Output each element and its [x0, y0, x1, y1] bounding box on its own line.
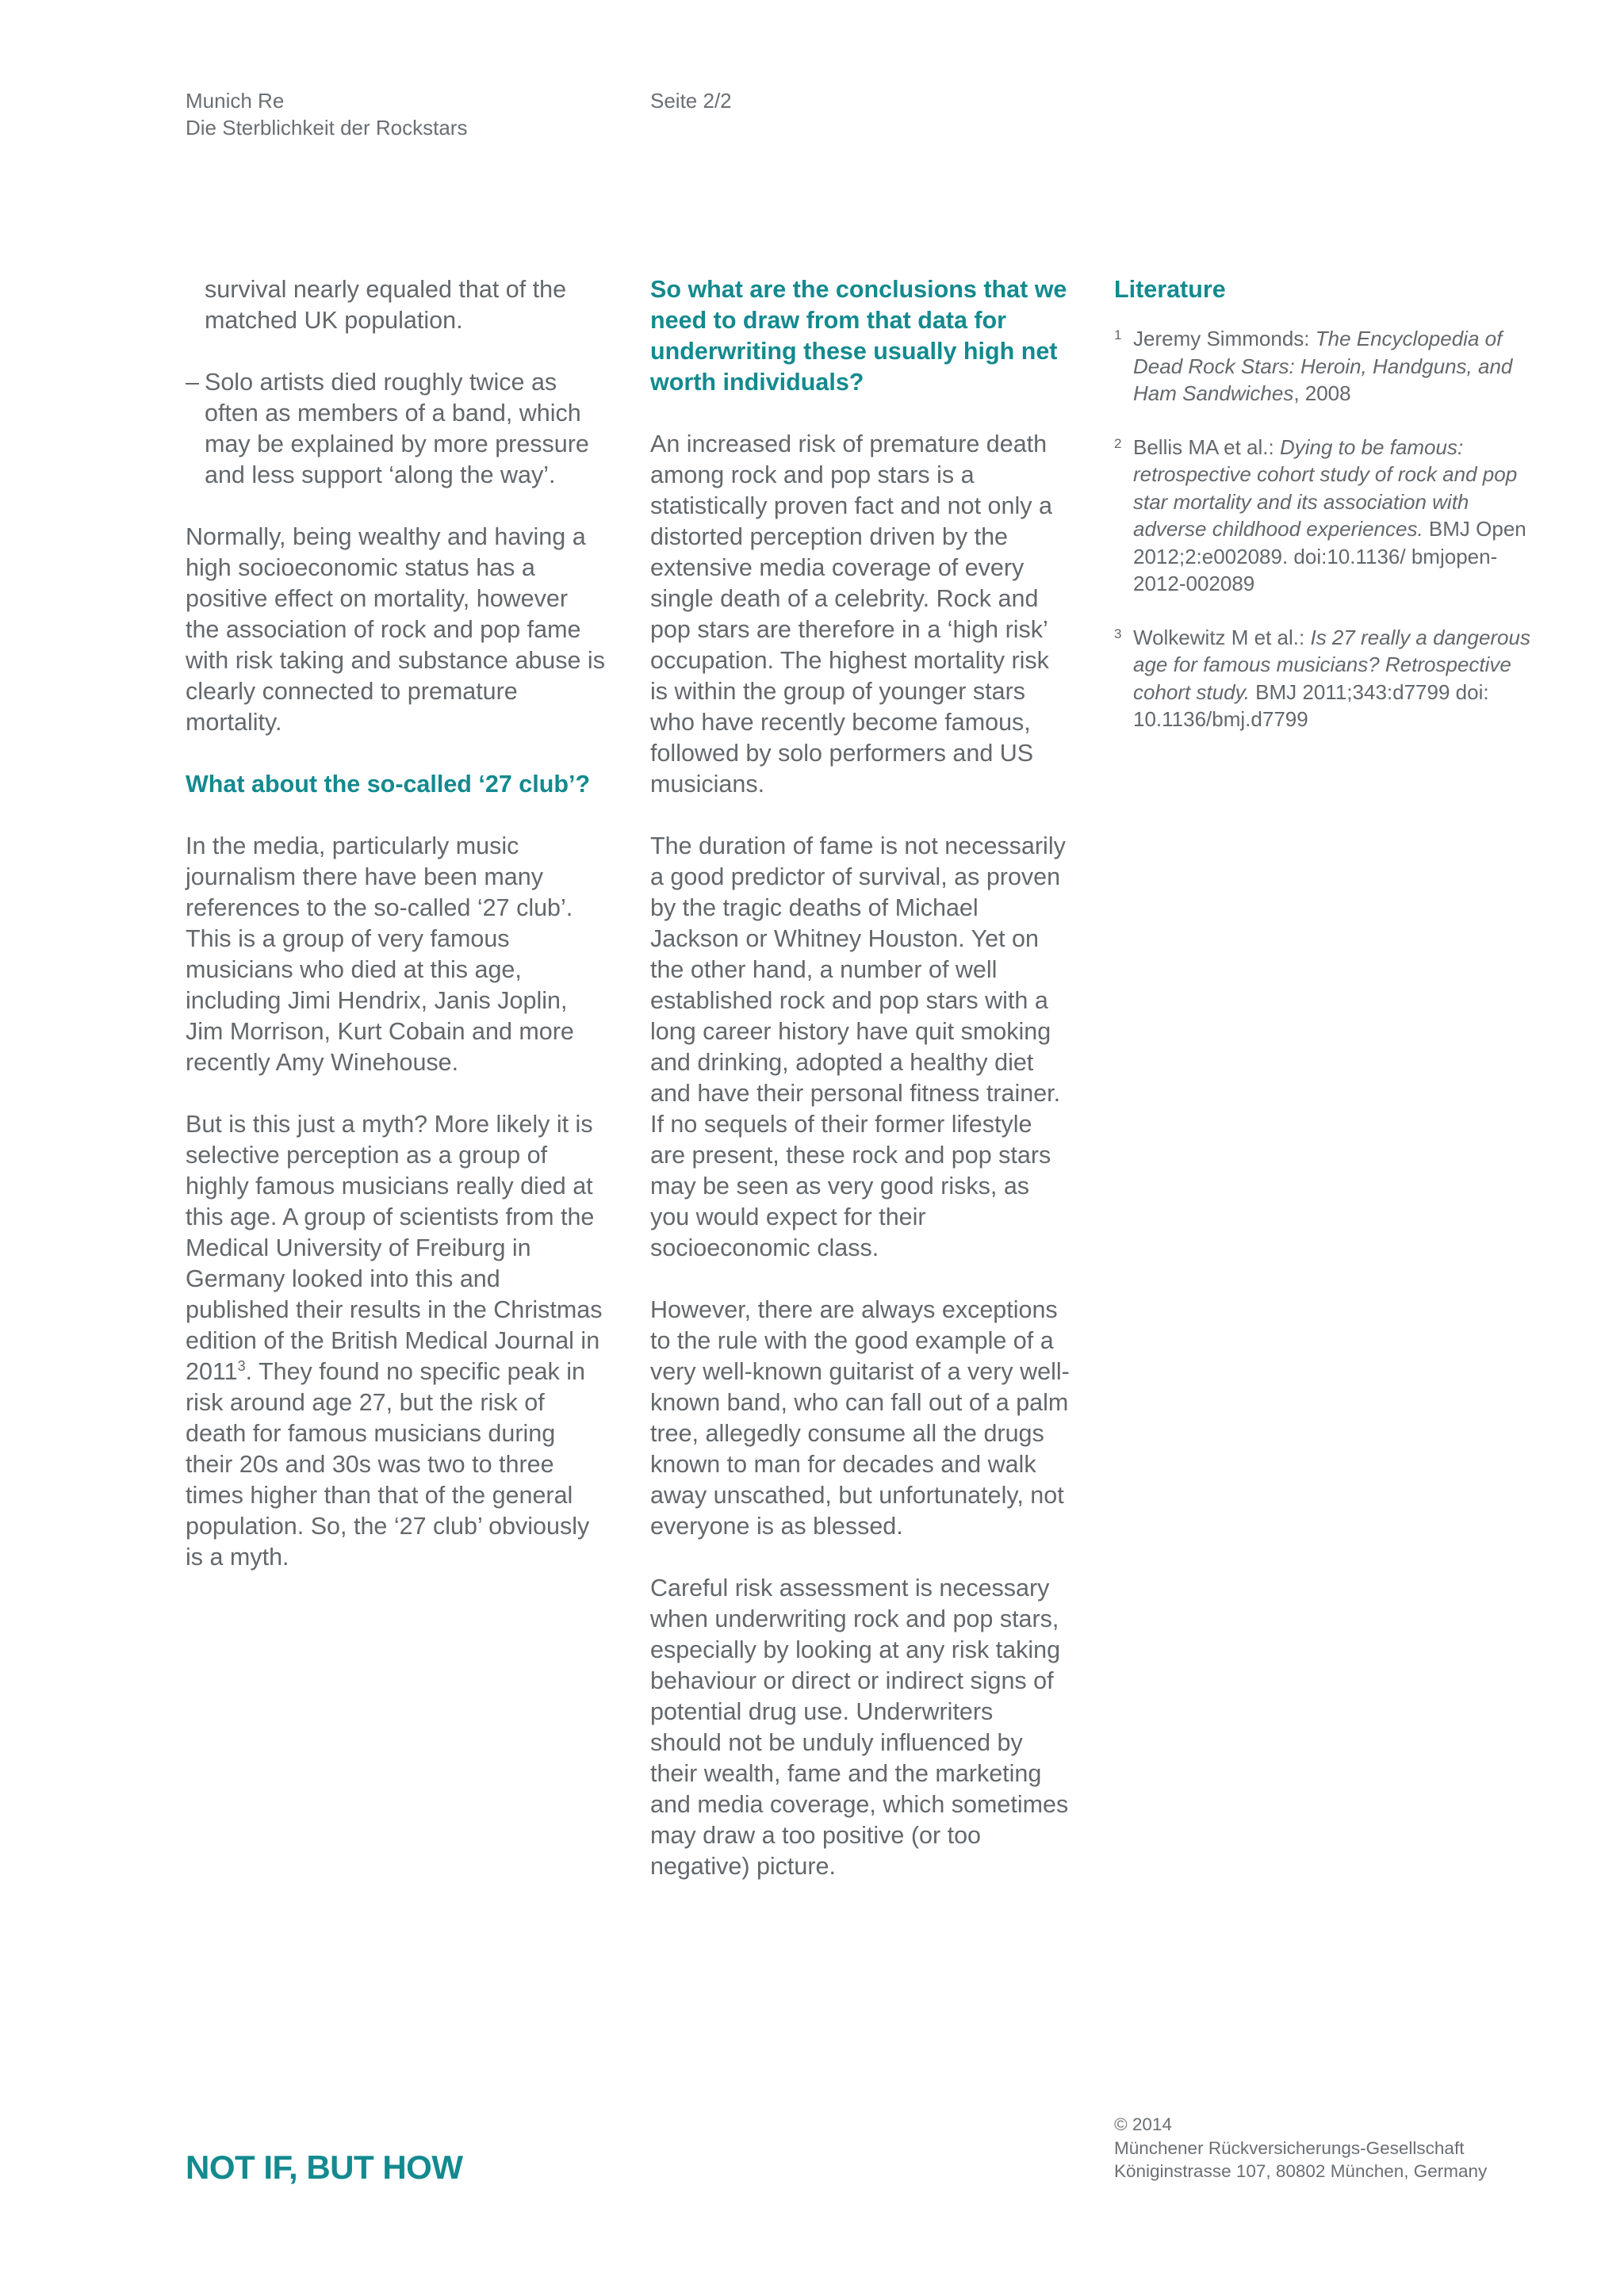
page-number: Seite 2/2: [650, 89, 732, 113]
dash-marker: –: [186, 369, 199, 396]
section-heading-conclusions: So what are the conclusions that we need to draw from that data for underwriting these usually high net worth individuals?: [650, 276, 1067, 396]
section-heading-27-club: What about the so-called ‘27 club’?: [186, 771, 591, 798]
page-indicator-block: [650, 87, 732, 114]
literature-author: Jeremy Simmonds:: [1133, 327, 1316, 350]
literature-heading: Literature: [1114, 276, 1226, 303]
literature-details: , 2008: [1293, 381, 1351, 405]
paragraph-increased-risk: An increased risk of premature death among rock and pop stars is a statistically proven fact and not only a distorted perception driven by the extensive media coverage of every single death of a celebrity. Rock and pop stars are therefore in a ‘high risk’ occupation. The highest mortality risk is within the group of younger stars who have recently become famous, followed by solo performers and US musicians.: [650, 430, 1052, 798]
company-name: Munich Re: [186, 89, 285, 113]
document-header: [186, 87, 467, 141]
tagline: NOT IF, BUT HOW: [186, 2149, 463, 2186]
paragraph-risk-assessment: Careful risk assessment is necessary when underwriting rock and pop stars, especially by looking at any risk taking behaviour or direct or indirect signs of potential drug use. Underwriters should not be unduly influenced by their wealth, fame and the marketing and media coverage, which sometimes may draw a too positive (or too negative) picture.: [650, 1575, 1069, 1880]
document-title: Die Sterblichkeit der Rockstars: [186, 116, 468, 140]
literature-number: 3: [1114, 626, 1122, 641]
literature-entry: [1114, 434, 1534, 598]
literature-details: BMJ 2011;343:d7799 doi: 10.1136/bmj.d7799: [1133, 679, 1489, 731]
footer-imprint: [1114, 2113, 1487, 2183]
list-item-text: Solo artists died roughly twice as often as members of a band, which may be explained by more pressure and less support ‘along the way’.: [205, 369, 589, 488]
literature-entry: [1114, 325, 1534, 408]
literature-title: The Encyclopedia of Dead Rock Stars: Heroin, Handguns, and Ham Sandwiches: [1133, 327, 1513, 405]
literature-title: Is 27 really a dangerous age for famous musicians? Retrospective cohort study.: [1133, 625, 1530, 704]
copyright: © 2014: [1114, 2114, 1172, 2134]
paragraph-myth-text-2: . They found no specific peak in risk around age 27, but the risk of death for famous musicians during their 20s and 30s was two to three times higher than that of the general population. So, the ‘27 club’ obviously is a myth.: [186, 1358, 590, 1571]
column-right: [1114, 274, 1534, 760]
paragraph-duration-of-fame: The duration of fame is not necessarily a good predictor of survival, as proven by the tragic deaths of Michael Jackson or Whitney Houston. Yet on the other hand, a number of well established rock and pop stars with a long career history have quit smoking and drinking, adopted a healthy diet and have their personal fitness trainer. If no sequels of their former lifestyle are present, these rock and pop stars may be seen as very good risks, as you would expect for their socioeconomic class.: [650, 832, 1066, 1261]
paragraph-myth: [186, 1109, 606, 1573]
literature-number: 1: [1114, 327, 1122, 342]
literature-author: Wolkewitz M et al.:: [1133, 625, 1311, 649]
paragraph-exceptions: However, there are always exceptions to the rule with the good example of a very well-known guitarist of a very well-known band, who can fall out of a palm tree, allegedly consume all the drugs known to man for decades and walk away unscathed, but unfortunately, not everyone is as blessed.: [650, 1296, 1070, 1540]
column-left: [186, 274, 606, 1604]
literature-number: 2: [1114, 435, 1122, 451]
literature-title: Dying to be famous: retrospective cohort study of rock and pop star mortality and its association with adverse childhood experiences.: [1133, 434, 1518, 541]
paragraph-myth-text-1: But is this just a myth? More likely it is selective perception as a group of highly famous musicians really died at this age. A group of scientists from the Medical University of Freiburg in Germany looked into this and published their results in the Christmas edition of the British Medical Journal in 2011: [186, 1111, 603, 1385]
paragraph-media: In the media, particularly music journalism there have been many references to the so-called ‘27 club’. This is a group of very famous musicians who died at this age, including Jimi Hendrix, Janis Joplin, Jim Morrison, Kurt Cobain and more recently Amy Winehouse.: [186, 832, 574, 1076]
paragraph-wealth: Normally, being wealthy and having a high socioeconomic status has a positive effect on mortality, however the association of rock and pop fame with risk taking and substance abuse is clearly connected to premature mortality.: [186, 523, 605, 736]
list-item: [186, 367, 606, 491]
literature-entry: [1114, 624, 1534, 733]
literature-author: Bellis MA et al.:: [1133, 434, 1280, 459]
paragraph-survival-continued: survival nearly equaled that of the matched UK population.: [205, 276, 567, 334]
literature-details: BMJ Open 2012;2:e002089. doi:10.1136/ bmjopen-2012-002089: [1133, 517, 1526, 595]
footnote-reference: 3: [237, 1358, 246, 1374]
company-address: Königinstrasse 107, 80802 München, Germany: [1114, 2161, 1488, 2181]
column-middle: [650, 274, 1071, 1913]
company-full-name: Münchener Rückversicherungs-Gesellschaft: [1114, 2137, 1465, 2158]
